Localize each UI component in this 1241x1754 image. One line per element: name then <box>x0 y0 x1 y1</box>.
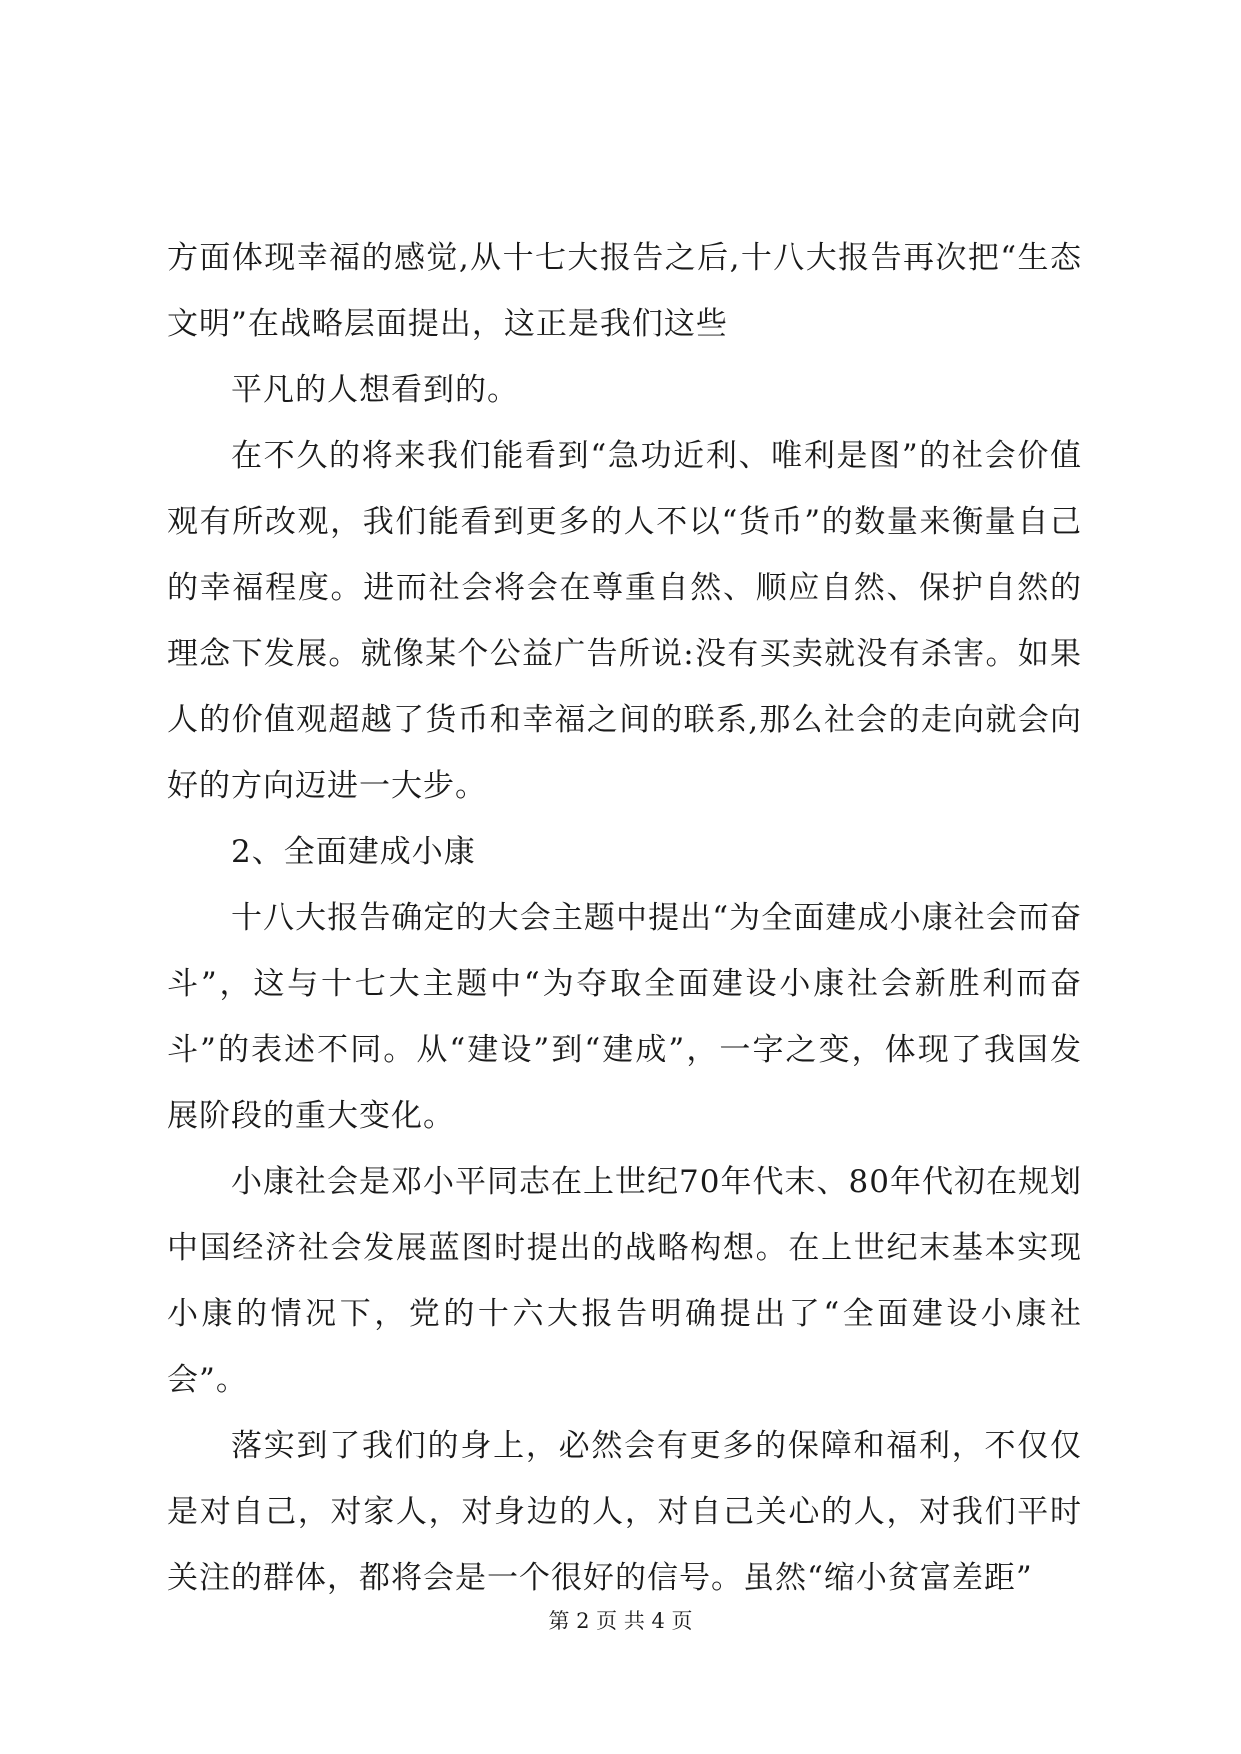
paragraph-2: 平凡的人想看到的。 <box>231 372 519 408</box>
paragraph-5: 十八大报告确定的大会主题中提出“为全面建成小康社会而奋斗”，这与十七大主题中“为夺取全面建设小康社会新胜利而奋斗”的表述不同。从“建设”到“建成”，一字之变，体现了我国发展阶段的重大变化。 <box>167 900 1082 1134</box>
paragraph-3: 在不久的将来我们能看到“急功近利、唯利是图”的社会价值观有所改观，我们能看到更多的人不以“货币”的数量来衡量自己的幸福程度。进而社会将会在尊重自然、顺应自然、保护自然的理念下发展。就像某个公益广告所说:没有买卖就没有杀害。如果人的价值观超越了货币和幸福之间的联系,那么社会的走向就会向好的方向迈进一大步。 <box>167 438 1082 804</box>
paragraph-1: 方面体现幸福的感觉,从十七大报告之后,十八大报告再次把“生态文明”在战略层面提出，这正是我们这些 <box>167 240 1082 342</box>
page-footer: 第 2 页 共 4 页 <box>548 1609 693 1633</box>
section-heading: 2、全面建成小康 <box>231 834 476 870</box>
paragraph-6: 小康社会是邓小平同志在上世纪70年代末、80年代初在规划中国经济社会发展蓝图时提出的战略构想。在上世纪末基本实现小康的情况下，党的十六大报告明确提出了“全面建设小康社会”。 <box>167 1164 1082 1398</box>
document-body <box>167 225 1082 1611</box>
paragraph-7: 落实到了我们的身上，必然会有更多的保障和福利，不仅仅是对自己，对家人，对身边的人，对自己关心的人，对我们平时关注的群体，都将会是一个很好的信号。虽然“缩小贫富差距” <box>167 1428 1082 1596</box>
